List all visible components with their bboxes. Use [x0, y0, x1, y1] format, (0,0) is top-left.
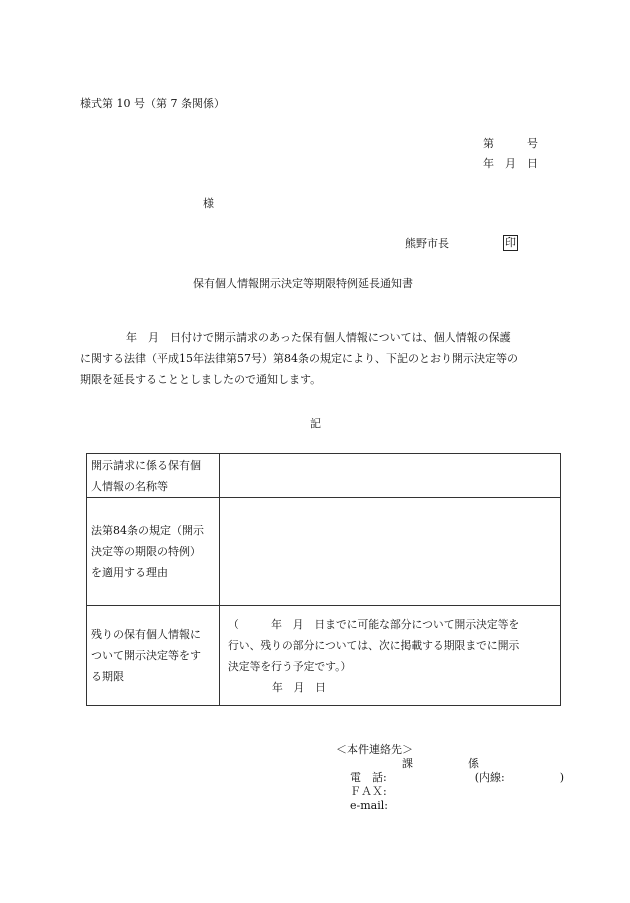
body-line: 年 月 日付けで開示請求のあった保有個人情報については、個人情報の保護 [126, 331, 511, 344]
body-line: に関する法律（平成15年法律第57号）第84条の規定により、下記のとおり開示決定等の [80, 352, 518, 365]
addressee-suffix: 様 [203, 197, 214, 210]
seal-stamp: 印 [505, 236, 516, 249]
ki-heading: 記 [310, 417, 321, 430]
contact-fax: ＦＡＸ: [350, 785, 387, 798]
document-number: 第 号 [483, 137, 538, 150]
table-row [87, 606, 561, 706]
document-date: 年 月 日 [483, 157, 538, 170]
deadline-value: （ 年 月 日までに可能な部分について開示決定等を 行い、残りの部分については、次に掲載する期限までに開示 決定等を行う予定です。） 年 月 日 [220, 606, 561, 706]
table-row [87, 454, 561, 498]
issuer-name: 熊野市長 [405, 237, 449, 250]
reason-value [220, 498, 561, 606]
contact-department: 課 係 [336, 757, 479, 770]
document-title: 保有個人情報開示決定等期限特例延長通知書 [193, 277, 413, 290]
body-line: 期限を延長することとしましたので通知します。 [80, 373, 322, 386]
reason-label: 法第84条の規定（開示 決定等の期限の特例） を適用する理由 [87, 498, 220, 606]
table-row [87, 498, 561, 606]
deadline-label: 残りの保有個人情報に ついて開示決定等をす る期限 [87, 606, 220, 706]
contact-email: e-mail: [350, 799, 388, 812]
contact-info [336, 743, 564, 813]
contact-heading: ＜本件連絡先＞ [336, 743, 413, 756]
form-number: 様式第 10 号（第 7 条関係） [80, 97, 225, 110]
record-table [86, 453, 561, 706]
notice-body [80, 327, 560, 390]
info-name-label: 開示請求に係る保有個 人情報の名称等 [87, 454, 220, 498]
info-name-value [220, 454, 561, 498]
contact-phone: 電 話: (内線: ) [350, 771, 564, 784]
